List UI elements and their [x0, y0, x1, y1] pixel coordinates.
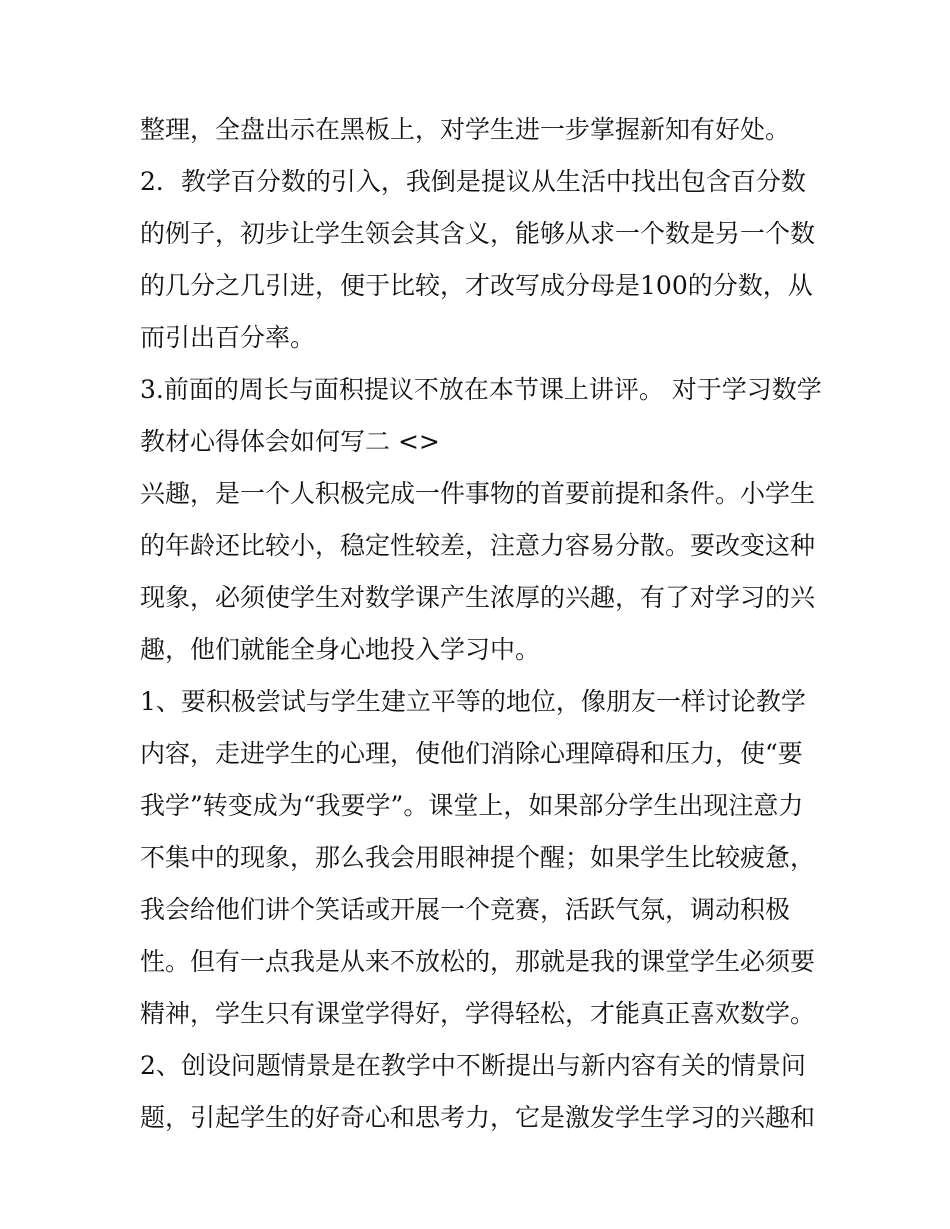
text-line: 题，引起学生的好奇心和思考力，它是激发学生学习的兴趣和	[140, 1103, 816, 1132]
text-line: 而引出百分率。	[140, 323, 316, 352]
text-line: 性。但有一点我是从来不放松的，那就是我的课堂学生必须要	[140, 947, 816, 976]
text-line: 内容，走进学生的心理，使他们消除心理障碍和压力，使“要	[140, 739, 803, 768]
text-line: 2．教学百分数的引入，我倒是提议从生活中找出包含百分数	[140, 167, 806, 196]
text-line: 的年龄还比较小，稳定性较差，注意力容易分散。要改变这种	[140, 531, 816, 560]
text-line: 趣，他们就能全身心地投入学习中。	[140, 635, 541, 664]
text-line: 兴趣，是一个人积极完成一件事物的首要前提和条件。小学生	[140, 479, 816, 508]
text-line: 不集中的现象，那么我会用眼神提个醒；如果学生比较疲惫，	[140, 843, 816, 872]
text-line: 精神，学生只有课堂学得好，学得轻松，才能真正喜欢数学。	[140, 999, 816, 1028]
text-line: 我会给他们讲个笑话或开展一个竞赛，活跃气氛，调动积极	[140, 895, 791, 924]
text-line: 的几分之几引进，便于比较，才改写成分母是100的分数，从	[140, 271, 813, 300]
text-line: 现象，必须使学生对数学课产生浓厚的兴趣，有了对学习的兴	[140, 583, 816, 612]
text-line: 的例子，初步让学生领会其含义，能够从求一个数是另一个数	[140, 219, 816, 248]
text-line: 整理，全盘出示在黑板上，对学生进一步掌握新知有好处。	[140, 115, 791, 144]
text-line: 我学”转变成为“我要学”。课堂上，如果部分学生出现注意力	[140, 791, 804, 820]
text-line: 3.前面的周长与面积提议不放在本节课上讲评。 对于学习数学	[140, 375, 822, 404]
text-line: 2、创设问题情景是在教学中不断提出与新内容有关的情景问	[140, 1051, 806, 1080]
text-line: 1、要积极尝试与学生建立平等的地位，像朋友一样讨论教学	[140, 687, 806, 716]
body-text	[140, 104, 820, 1144]
section-heading: 教材心得体会如何写二 <>	[140, 427, 440, 456]
